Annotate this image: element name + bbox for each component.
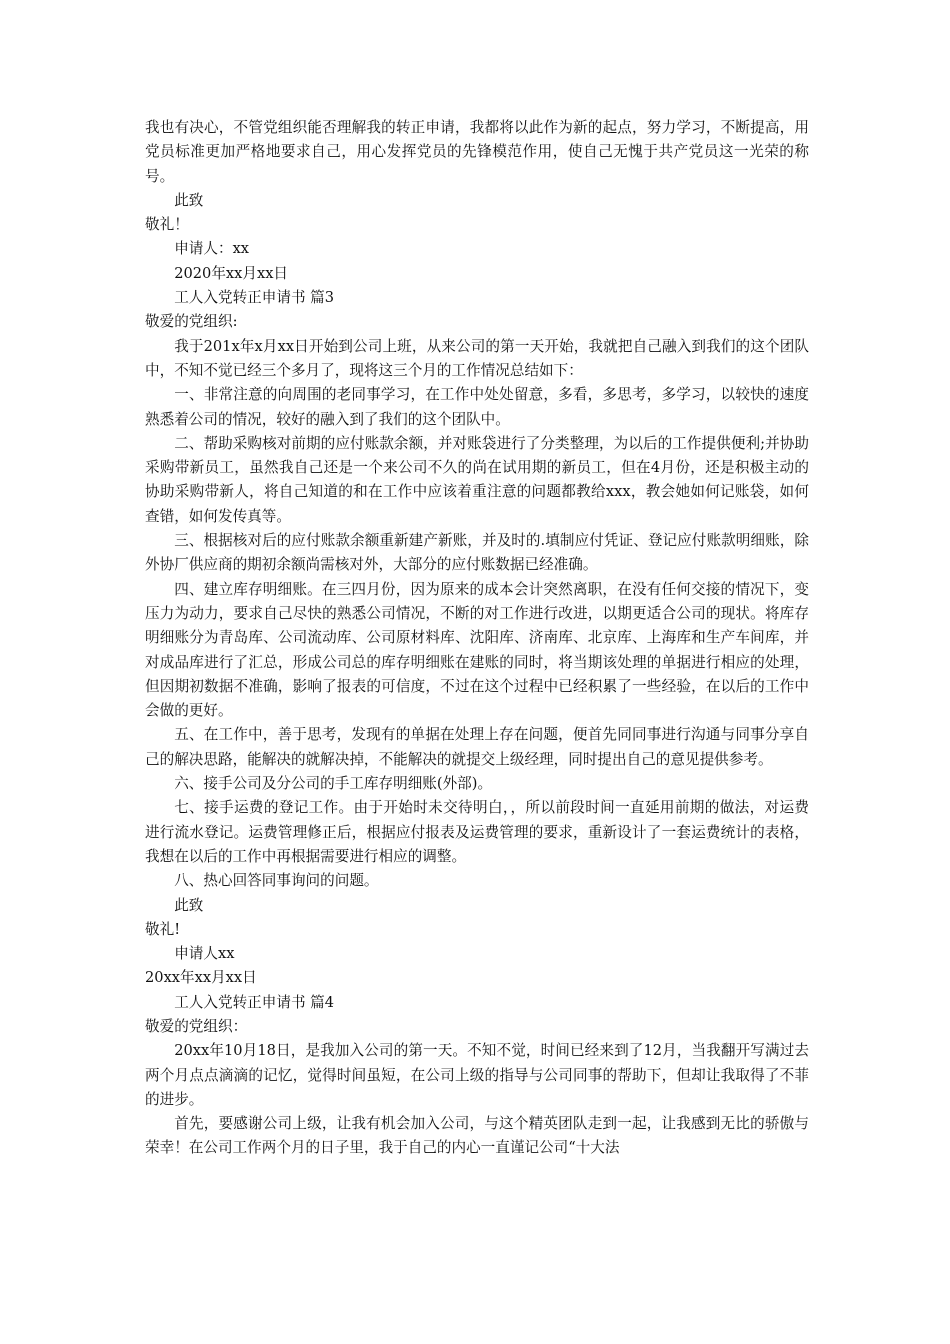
paragraph: 一、非常注意的向周围的老同事学习，在工作中处处留意，多看，多思考，多学习，以较快的速度熟悉着公司的情况，较好的融入到了我们的这个团队中。 [145,386,809,428]
applicant-line: 申请人：xx [174,240,250,258]
greeting-line: 敬爱的党组织: [145,313,238,331]
date-line: 2020年xx月xx日 [174,264,289,282]
paragraph: 五、在工作中，善于思考，发现有的单据在处理上存在问题，便首先同同事进行沟通与同事分享自己的解决思路，能解决的就解决掉，不能解决的就提交上级经理，同时提出自己的意见提供参考。 [145,726,809,768]
paragraph: 八、热心回答同事询问的问题。 [174,872,379,890]
paragraph: 四、建立库存明细账。在三四月份，因为原来的成本会计突然离职，在没有任何交接的情况下，变压力为动力，要求自己尽快的熟悉公司情况，不断的对工作进行改进，以期更适合公司的现状。将库存明细账分为青岛库、公司流动库、公司原材料库、沈阳库、济南库、北京库、上海库和生产车间库，并对成品库进行了汇总，形成公司总的库存明细账在建账的同时，将当期该处理的单据进行相应的处理，但因期初数据不准确，影响了报表的可信度，不过在这个过程中已经积累了一些经验，在以后的工作中会做的更好。 [145,580,809,720]
paragraph: 七、接手运费的登记工作。由于开始时未交待明白，，所以前段时间一直延用前期的做法，对运费进行流水登记。运费管理修正后，根据应付报表及运费管理的要求，重新设计了一套运费统计的表格，我想在以后的工作中再根据需要进行相应的调整。 [145,799,809,865]
paragraph: 二、帮助采购核对前期的应付账款余额，并对账袋进行了分类整理，为以后的工作提供便利;并协助采购带新员工，虽然我自己还是一个来公司不久的尚在试用期的新员工，但在4月份，还是积极主动的协助采购带新人，将自己知道的和在工作中应该着重注意的问题都教给xxx，教会她如何记账袋，如何查错，如何发传真等。 [145,434,809,525]
applicant-line: 申请人xx [174,945,235,963]
paragraph: 我于201x年x月xx日开始到公司上班，从来公司的第一天开始，我就把自己融入到我们的这个团队中，不知不觉已经三个多月了，现将这三个月的工作情况总结如下： [145,337,809,379]
salutation-line: 敬礼! [145,920,181,938]
greeting-line: 敬爱的党组织： [145,1017,248,1035]
closing-line: 此致 [174,191,204,209]
section-title: 工人入党转正申请书 篇4 [174,993,335,1011]
paragraph: 我也有决心，不管党组织能否理解我的转正申请，我都将以此作为新的起点，努力学习，不断提高，用党员标准更加严格地要求自己，用心发挥党员的先锋模范作用，使自己无愧于共产党员这一光荣的称号。 [145,119,809,185]
closing-line: 此致 [174,896,204,914]
paragraph: 首先，要感谢公司上级，让我有机会加入公司，与这个精英团队走到一起，让我感到无比的骄傲与荣幸！在公司工作两个月的日子里，我于自己的内心一直谨记公司“十大法 [145,1115,809,1157]
paragraph: 六、接手公司及分公司的手工库存明细账(外部)。 [174,775,493,793]
paragraph: 三、根据核对后的应付账款余额重新建产新账，并及时的.填制应付凭证、登记应付账款明细账，除外协厂供应商的期初余额尚需核对外，大部分的应付账数据已经准确。 [145,532,809,574]
document-page [145,116,809,1161]
date-line: 20xx年xx月xx日 [145,969,257,987]
paragraph: 20xx年10月18日，是我加入公司的第一天。不知不觉，时间已经来到了12月，当我翻开写满过去两个月点点滴滴的记忆，觉得时间虽短，在公司上级的指导与公司同事的帮助下，但却让我取得了不菲的进步。 [145,1042,809,1108]
salutation-line: 敬礼！ [145,216,189,234]
section-title: 工人入党转正申请书 篇3 [174,289,335,307]
